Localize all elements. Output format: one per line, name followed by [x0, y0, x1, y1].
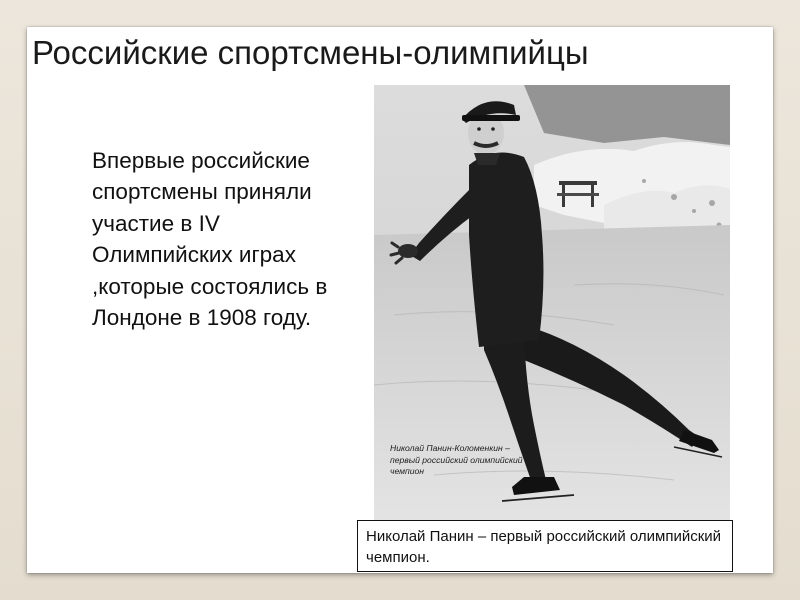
skater-photo	[374, 85, 730, 525]
slide	[27, 27, 773, 573]
slide-title: Российские спортсмены-олимпийцы	[32, 34, 589, 71]
photo-caption-box: Николай Панин – первый российский олимпийский чемпион.	[357, 520, 733, 572]
photo-printed-caption: Николай Панин-Коломенкин – первый российский олимпийский чемпион	[390, 443, 523, 476]
body-text: Впервые российские спортсмены приняли участие в IV Олимпийских играх ,которые состоялись в Лондоне в 1908 году.	[92, 148, 328, 331]
